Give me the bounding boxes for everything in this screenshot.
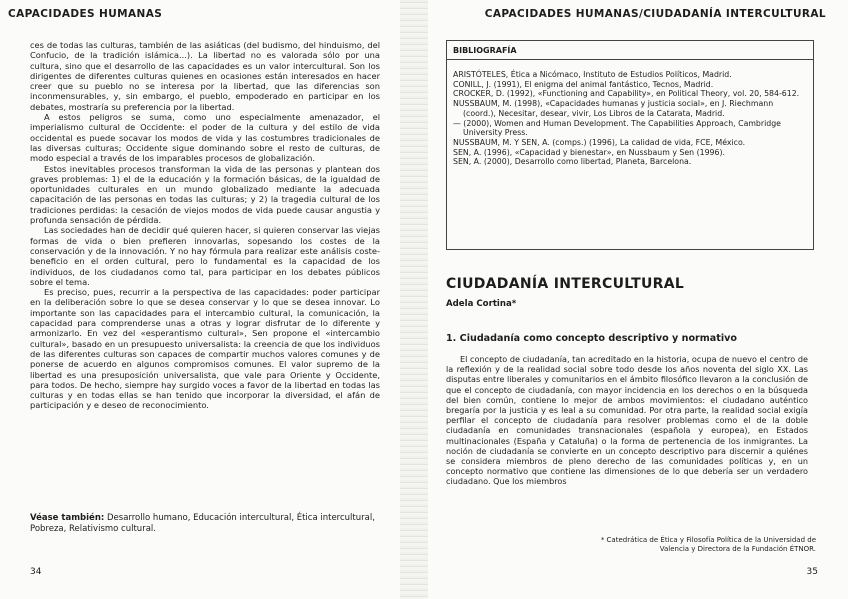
body-paragraph: ces de todas las culturas, también de las asiáticas (del budismo, del hinduismo, del Confucio, de la tradición islámica...). La libertad no es valorada sólo por una cultura, sino que el desarrollo de las capacidades es un valor intercultural. Son los dirigentes de diferentes culturas quienes en ocasiones están interesados en hacer creer que su pueblo no se interesa por la libertad, que las diferencias son inconmensurables, y, sin embargo, el pueblo, empoderado en participar en los debates, mostraría su preferencia por la libertad.	[30, 40, 380, 112]
bibliography-entry: SEN, A. (1996), «Capacidad y bienestar», en Nussbaum y Sen (1996).	[453, 147, 725, 157]
article-author: Adela Cortina*	[446, 299, 517, 309]
running-head-left: CAPACIDADES HUMANAS	[8, 8, 163, 20]
bibliography-entry: CONILL, J. (1991), El enigma del animal fantástico, Tecnos, Madrid.	[453, 79, 714, 89]
section-heading: 1. Ciudadanía como concepto descriptivo y normativo	[446, 333, 737, 344]
article-title: CIUDADANÍA INTERCULTURAL	[446, 276, 685, 292]
bibliography-entry: NUSSBAUM, M. (1998), «Capacidades humanas y justicia social», en J. Riechmann (coord.), Necesitar, desear, vivir, Los Libros de la Catarata, Madrid.	[453, 99, 774, 118]
page-number-right: 35	[806, 567, 818, 577]
see-also	[30, 513, 380, 535]
page-number-left: 34	[30, 567, 42, 577]
right-body-text	[446, 354, 808, 487]
footnote: * Catedrática de Ética y Filosofía Política de la Universidad de Valencia y Directora de la Fundación ÉTNOR.	[600, 536, 816, 553]
bibliography-heading: BIBLIOGRAFÍA	[447, 41, 813, 60]
bibliography-entry: — (2000), Women and Human Development. The Capabilities Approach, Cambridge University Press.	[453, 118, 781, 138]
bibliography-entry: ARISTÓTELES, Ética a Nicómaco, Instituto de Estudios Políticos, Madrid.	[453, 70, 732, 79]
see-also-label: Véase también:	[30, 513, 105, 523]
body-paragraph: El concepto de ciudadanía, tan acreditado en la historia, ocupa de nuevo el centro de la reflexión y de la realidad social sobre todo desde los años noventa del siglo XX. Las disputas entre liberales y comunitarios en el ámbito filosófico llevaron a la conclusión de que el concepto de ciudadanía, con mayor incidencia en los derechos o en la búsqueda del bien común, contiene lo mejor de ambos movimientos: el ciudadano auténtico bregaría por la justicia y es leal a su comunidad. Por otra parte, la realidad social exigía perfilar el concepto de ciudadanía para resolver problemas como el de la doble ciudadanía en comunidades transnacionales (española y europea), en Estados multinacionales (España y Cataluña) o la forma de pertenencia de los inmigrantes. La noción de ciudadanía se convierte en un concepto descriptivo para discernir a quiénes se considera miembros de pleno derecho de las comunidades políticas y, en un concepto normativo que contiene las dimensiones de lo que debería ser un verdadero ciudadano. Que los miembros	[446, 354, 808, 487]
running-head-right: CAPACIDADES HUMANAS/CIUDADANÍA INTERCULTURAL	[484, 8, 826, 20]
bibliography-entry: SEN, A. (2000), Desarrollo como libertad, Planeta, Barcelona.	[453, 157, 692, 167]
body-paragraph: Las sociedades han de decidir qué quieren hacer, si quieren conservar las viejas formas de vida o bien prefieren innovarlas, sopesando los costes de la conservación y de la innovación. Y no hay fórmula para realizar este análisis coste-beneficio en el orden cultural, pero lo fundamental es la capacidad de los individuos, de los ciudadanos como tal, para participar en los debates públicos sobre el tema.	[30, 225, 380, 287]
body-paragraph: Es preciso, pues, recurrir a la perspectiva de las capacidades: poder participar en la deliberación sobre lo que se desea conservar y lo que se desea innovar. Lo importante son las capacidades para el intercambio cultural, la comunicación, la capacidad para comprenderse unas a otras y lograr disfrutar de lo diferente y armonizarlo. En vez del «esperantismo cultural», Sen propone el «intercambio cultural», basado en un presupuesto universalista: la creencia de que los individuos de las diferentes culturas son capaces de compartir muchos valores comunes y de ponerse de acuerdo en algunos compromisos comunes. El valor supremo de la libertad es una presuposición universalista, que vale para Oriente y Occidente, para todos. De hecho, siempre hay surgido voces a favor de la libertad en todas las culturas y en todas ellas se han tenido que incorporar la diversidad, el afán de participación y e deseo de reconocimiento.	[30, 287, 380, 411]
bibliography-box	[446, 40, 814, 250]
body-paragraph: Estos inevitables procesos transforman la vida de las personas y plantean dos graves problemas: 1) el de la educación y la formación básicas, de la igualdad de oportunidades culturales en un mundo globalizado mediante la adecuada capacitación de las personas en todas las culturas; y 2) la tragedia cultural de los tradiciones perdidas: la cesación de viejos modos de vida puede causar angustia y profunda sensación de pérdida.	[30, 163, 380, 226]
bibliography-list	[447, 60, 813, 167]
bibliography-entry: NUSSBAUM, M. Y SEN, A. (comps.) (1996), La calidad de vida, FCE, México.	[453, 137, 746, 147]
body-paragraph: A estos peligros se suma, como uno especialmente amenazador, el imperialismo cultural de Occidente: el poder de la cultura y del estilo de vida occidental es puede socavar los modos de vida y las costumbres tradicionales de las diversas culturas; Occidente sigue dominando sobre el resto de culturas, de modo especial a través de los imparables procesos de globalización.	[30, 112, 380, 164]
see-also-text: Desarrollo humano, Educación intercultural, Ética intercultural, Pobreza, Relativismo cultural.	[30, 513, 375, 534]
bibliography-entry: CROCKER, D. (1992), «Functioning and Capability», en Political Theory, vol. 20, 584-612.	[453, 89, 800, 99]
left-body-text	[30, 40, 380, 411]
left-page	[0, 0, 408, 599]
right-page	[420, 0, 848, 599]
